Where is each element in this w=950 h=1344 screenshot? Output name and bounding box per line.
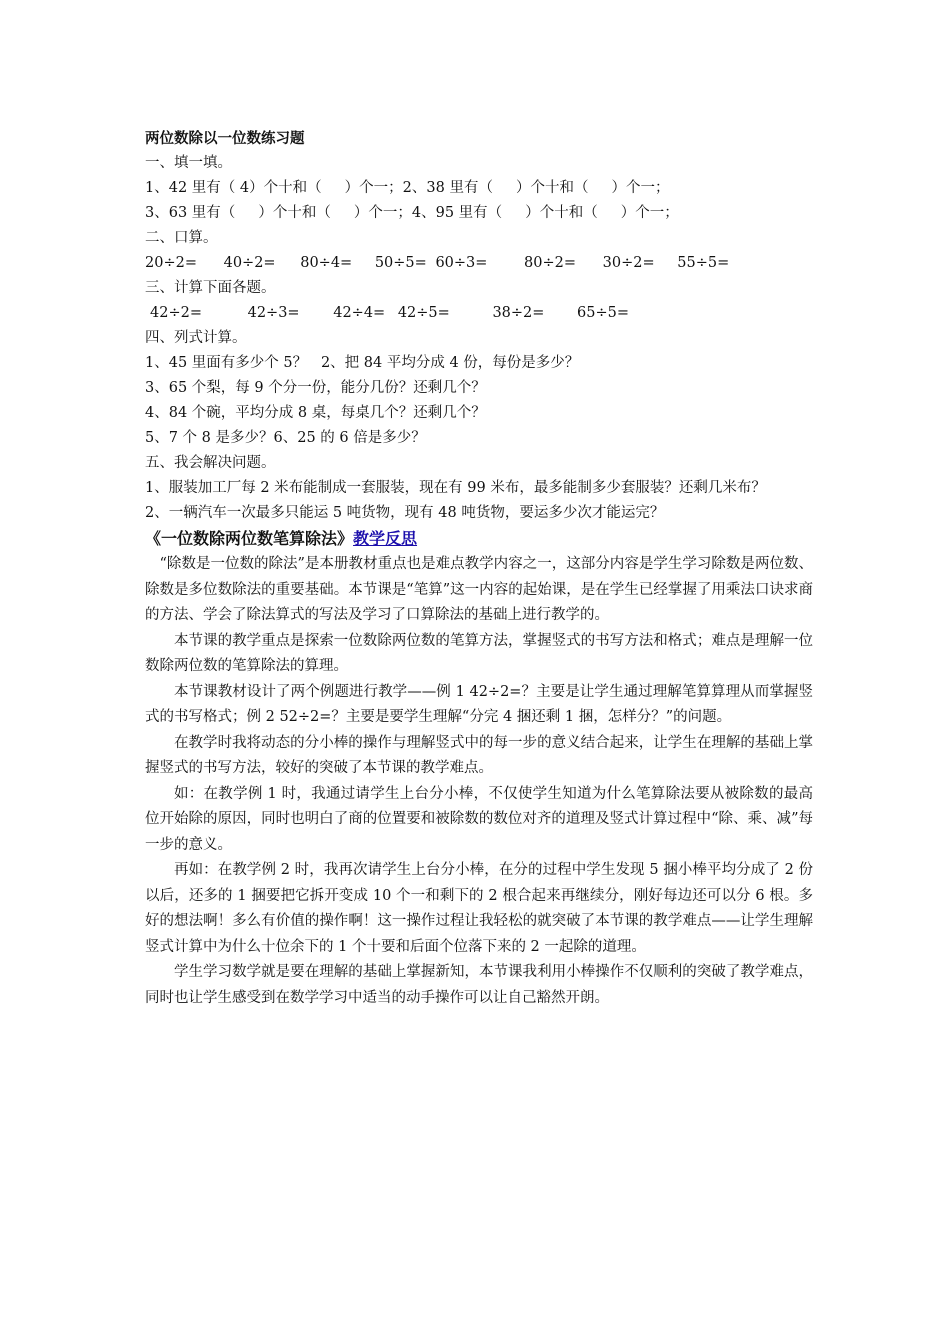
mental-math-item: 30÷2=	[602, 255, 655, 271]
mental-math-item: 50÷5=	[374, 255, 427, 271]
section-1-heading: 一、填一填。	[145, 155, 232, 171]
section-4-line-3: 4、84 个碗，平均分成 8 桌，每桌几个？还剩几个？	[145, 405, 486, 421]
section-1-line-2: 3、63 里有（ ）个十和（ ）个一；4、95 里有（ ）个十和（ ）个一；	[145, 205, 679, 221]
written-calc-item: 42÷5=	[397, 305, 450, 321]
written-calc-item: 42÷3=	[247, 305, 300, 321]
mental-math-item: 80÷4=	[300, 255, 353, 271]
reflection-paragraph: 再如：在教学例 2 时，我再次请学生上台分小棒，在分的过程中学生发现 5 捆小棒平均分成了 2 份以后，还多的 1 捆要把它拆开变成 10 个一和剩下的 2 根合起来再继续分，刚好每边还可以分 6 根。多好的想法啊！多么有价值的操作啊！这一操作过程让我轻松的就突破了本节课的教学难点——让学生理解竖式计算中为什么十位余下的 1 个十要和后面个位落下来的 2 一起除的道理。	[145, 862, 813, 955]
reflection-title	[145, 526, 813, 552]
reflection-paragraph: 本节课教材设计了两个例题进行教学——例 1 42÷2=？主要是让学生通过理解笔算算理从而掌握竖式的书写格式；例 2 52÷2=？主要是要学生理解“分完 4 捆还剩 1 捆，怎样分？”的问题。	[145, 683, 813, 725]
section-4-line-4: 5、7 个 8 是多少？6、25 的 6 倍是多少？	[145, 430, 426, 446]
mental-math-item: 60÷3=	[435, 255, 488, 271]
mental-math-row	[145, 251, 813, 276]
written-calc-item: 65÷5=	[577, 305, 630, 321]
section-4-heading: 四、列式计算。	[145, 330, 247, 346]
reflection-paragraph: 如：在教学例 1 时，我通过请学生上台分小棒，不仅使学生知道为什么笔算除法要从被除数的最高位开始除的原因，同时也明白了商的位置要和被除数的数位对齐的道理及竖式计算过程中“除、乘、减”每一步的意义。	[145, 785, 813, 853]
written-calc-item: 42÷2=	[150, 305, 202, 321]
reflection-paragraph: 本节课的教学重点是探索一位数除两位数的笔算方法，掌握竖式的书写方法和格式；难点是理解一位数除两位数的笔算除法的算理。	[145, 632, 813, 674]
section-1-line-1: 1、42 里有（ 4）个十和（ ）个一；2、38 里有（ ）个十和（ ）个一；	[145, 180, 670, 196]
mental-math-item: 20÷2=	[145, 255, 197, 271]
reflection-title-main: 《一位数除两位数笔算除法》	[145, 529, 354, 548]
section-4-line-2: 3、65 个梨，每 9 个分一份，能分几份？还剩几个？	[145, 380, 486, 396]
mental-math-item: 40÷2=	[223, 255, 276, 271]
section-3-heading: 三、计算下面各题。	[145, 280, 276, 296]
reflection-paragraph: 在教学时我将动态的分小棒的操作与理解竖式中的每一步的意义结合起来，让学生在理解的基础上掌握竖式的书写方法，较好的突破了本节课的教学难点。	[145, 734, 813, 776]
section-5-question-1: 1、服装加工厂每 2 米布能制成一套服装，现在有 99 米布，最多能制多少套服装？还剩几米布？	[145, 480, 766, 496]
section-4-line-1: 1、45 里面有多少个 5？ 2、把 84 平均分成 4 份，每份是多少？	[145, 355, 580, 371]
written-calc-row	[145, 301, 813, 326]
reflection-paragraph: 学生学习数学就是要在理解的基础上掌握新知，本节课我利用小棒操作不仅顺利的突破了教学难点，同时也让学生感受到在数学学习中适当的动手操作可以让自己豁然开朗。	[145, 964, 813, 1006]
section-5-question-2: 2、一辆汽车一次最多只能运 5 吨货物，现有 48 吨货物，要运多少次才能运完？	[145, 505, 665, 521]
section-5-heading: 五、我会解决问题。	[145, 455, 276, 471]
document-page	[145, 126, 813, 1011]
written-calc-item: 38÷2=	[492, 305, 545, 321]
exercise-title: 两位数除以一位数练习题	[145, 130, 305, 147]
mental-math-item: 55÷5=	[677, 255, 730, 271]
reflection-title-link[interactable]: 教学反思	[353, 529, 418, 548]
section-2-heading: 二、口算。	[145, 230, 218, 246]
mental-math-item: 80÷2=	[524, 255, 577, 271]
reflection-paragraph: “除数是一位数的除法”是本册教材重点也是难点教学内容之一，这部分内容是学生学习除数是两位数、除数是多位数除法的重要基础。本节课是“笔算”这一内容的起始课，是在学生已经掌握了用乘法口诀求商的方法、学会了除法算式的写法及学习了口算除法的基础上进行教学的。	[145, 556, 813, 623]
written-calc-item: 42÷4=	[333, 305, 386, 321]
